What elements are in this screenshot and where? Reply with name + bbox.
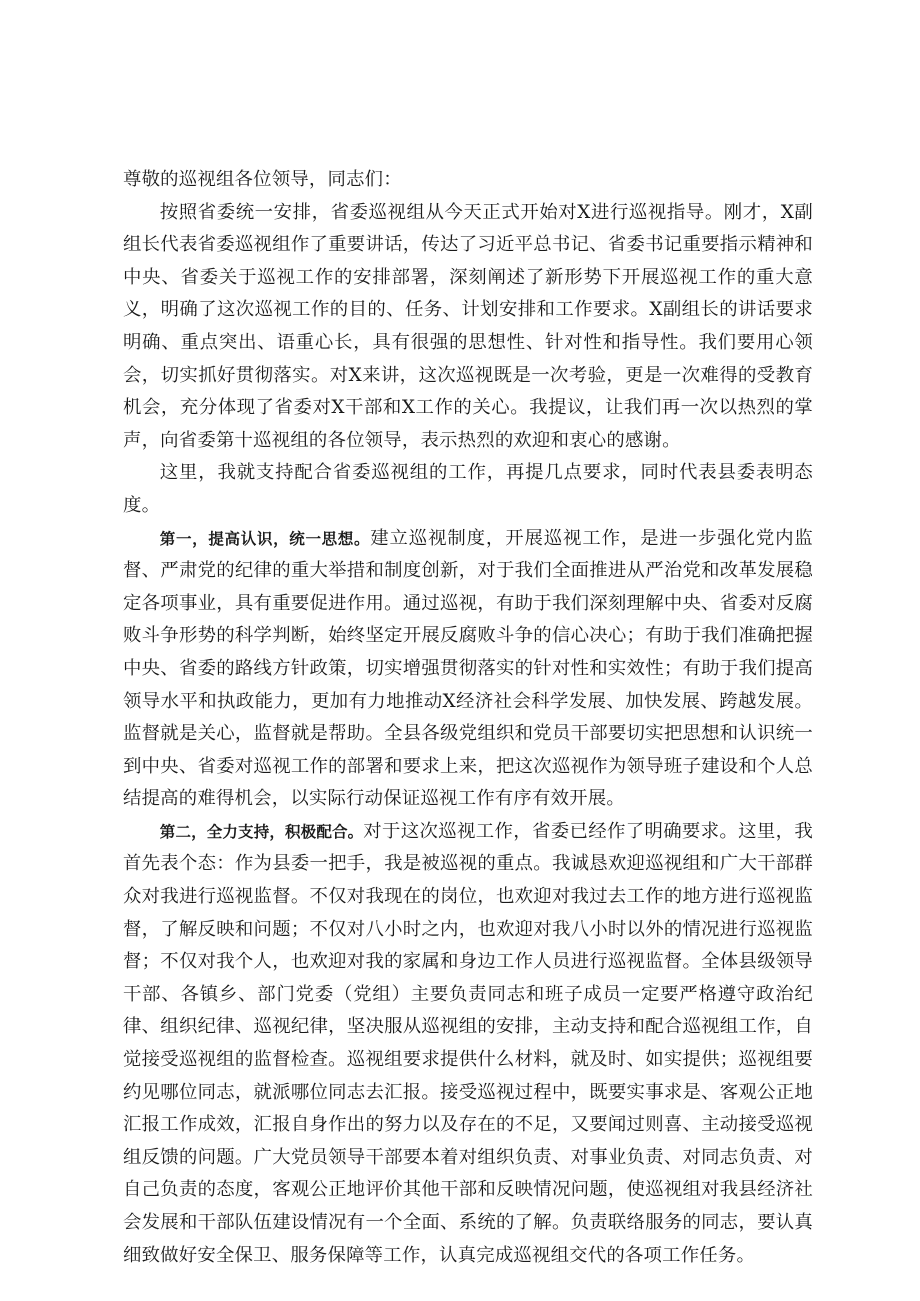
paragraph-first-point <box>123 523 813 816</box>
paragraph-second-point <box>123 816 813 1272</box>
paragraph-transition: 这里，我就支持配合省委巡视组的工作，再提几点要求，同时代表县委表明态度。 <box>123 462 813 516</box>
second-point-heading: 第二，全力支持，积极配合。 <box>159 822 364 841</box>
second-point-text: 对于这次巡视工作，省委已经作了明确要求。这里，我首先表个态：作为县委一把手，我是被巡视的重点。我诚恳欢迎巡视组和广大干部群众对我进行巡视监督。不仅对我现在的岗位，也欢迎对我过去工作的地方进行巡视监督，了解反映和问题；不仅对八小时之内，也欢迎对我八小时以外的情况进行巡视监督；不仅对我个人，也欢迎对我的家属和身边工作人员进行巡视监督。全体县级领导干部、各镇乡、部门党委（党组）主要负责同志和班子成员一定要严格遵守政治纪律、组织纪律、巡视纪律，坚决服从巡视组的安排，主动支持和配合巡视组工作，自觉接受巡视组的监督检查。巡视组要求提供什么材料，就及时、如实提供；巡视组要约见哪位同志，就派哪位同志去汇报。接受巡视过程中，既要实事求是、客观公正地汇报工作成效，汇报自身作出的努力以及存在的不足，又要闻过则喜、主动接受巡视组反馈的问题。广大党员领导干部要本着对组织负责、对事业负责、对同志负责、对自己负责的态度，客观公正地评价其他干部和反映情况问题，使巡视组对我县经济社会发展和干部队伍建设情况有一个全面、系统的了解。负责联络服务的同志，要认真细致做好安全保卫、服务保障等工作，认真完成巡视组交代的各项工作任务。 <box>123 820 813 1266</box>
first-point-text: 建立巡视制度，开展巡视工作，是进一步强化党内监督、严肃党的纪律的重大举措和制度创新，对于我们全面推进从严治党和改革发展稳定各项事业，具有重要促进作用。通过巡视，有助于我们深刻理解中央、省委对反腐败斗争形势的科学判断，始终坚定开展反腐败斗争的信心决心；有助于我们准确把握中央、省委的路线方针政策，切实增强贯彻落实的针对性和实效性；有助于我们提高领导水平和执政能力，更加有力地推动X经济社会科学发展、加快发展、跨越发展。监督就是关心，监督就是帮助。全县各级党组织和党员干部要切实把思想和认识统一到中央、省委对巡视工作的部署和要求上来，把这次巡视作为领导班子建设和个人总结提高的难得机会，以实际行动保证巡视工作有序有效开展。 <box>123 527 813 810</box>
document-body <box>123 164 813 1272</box>
salutation: 尊敬的巡视组各位领导，同志们： <box>123 169 402 190</box>
first-point-heading: 第一，提高认识，统一思想。 <box>159 529 371 548</box>
paragraph-opening: 按照省委统一安排，省委巡视组从今天正式开始对X进行巡视指导。刚才，X副组长代表省委巡视组作了重要讲话，传达了习近平总书记、省委书记重要指示精神和中央、省委关于巡视工作的安排部署，深刻阐述了新形势下开展巡视工作的重大意义，明确了这次巡视工作的目的、任务、计划安排和工作要求。X副组长的讲话要求明确、重点突出、语重心长，具有很强的思想性、针对性和指导性。我们要用心领会，切实抓好贯彻落实。对X来讲，这次巡视既是一次考验，更是一次难得的受教育机会，充分体现了省委对X干部和X工作的关心。我提议，让我们再一次以热烈的掌声，向省委第十巡视组的各位领导，表示热烈的欢迎和衷心的感谢。 <box>123 201 813 451</box>
